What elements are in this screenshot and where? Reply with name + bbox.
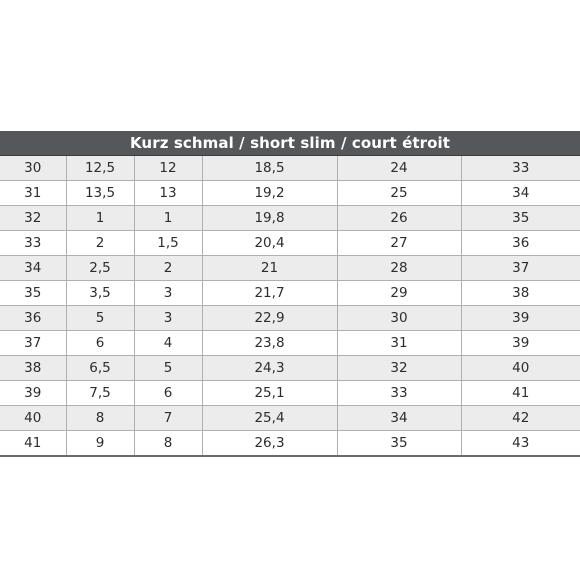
table-cell: 28 (337, 256, 461, 281)
table-cell: 36 (461, 231, 580, 256)
table-cell: 4 (134, 331, 202, 356)
table-row (0, 406, 580, 431)
table-cell: 8 (134, 431, 202, 457)
table-cell: 9 (66, 431, 134, 457)
table-cell: 35 (337, 431, 461, 457)
table-body (0, 156, 580, 457)
table-cell: 13 (134, 181, 202, 206)
table-cell: 7,5 (66, 381, 134, 406)
table-cell: 20,4 (202, 231, 337, 256)
table-cell: 33 (461, 156, 580, 181)
table-cell: 19,8 (202, 206, 337, 231)
table-cell: 25,1 (202, 381, 337, 406)
table-cell: 6 (134, 381, 202, 406)
table-cell: 34 (337, 406, 461, 431)
table-cell: 18,5 (202, 156, 337, 181)
table-cell: 37 (461, 256, 580, 281)
table-cell: 37 (0, 331, 66, 356)
table-cell: 33 (0, 231, 66, 256)
table-cell: 38 (0, 356, 66, 381)
table-cell: 19,2 (202, 181, 337, 206)
table-cell: 25,4 (202, 406, 337, 431)
table-row (0, 381, 580, 406)
table-cell: 22,9 (202, 306, 337, 331)
table-row (0, 256, 580, 281)
table-row (0, 206, 580, 231)
table-cell: 7 (134, 406, 202, 431)
table-cell: 3 (134, 281, 202, 306)
table-cell: 5 (66, 306, 134, 331)
table-cell: 2,5 (66, 256, 134, 281)
table-row (0, 181, 580, 206)
table-cell: 8 (66, 406, 134, 431)
table-cell: 6 (66, 331, 134, 356)
table-row (0, 281, 580, 306)
table-cell: 38 (461, 281, 580, 306)
table-cell: 40 (461, 356, 580, 381)
table-cell: 2 (134, 256, 202, 281)
table-row (0, 356, 580, 381)
table-row (0, 306, 580, 331)
table-row (0, 231, 580, 256)
table-cell: 24 (337, 156, 461, 181)
table-cell: 21 (202, 256, 337, 281)
table-cell: 6,5 (66, 356, 134, 381)
table-cell: 27 (337, 231, 461, 256)
table-cell: 21,7 (202, 281, 337, 306)
table-cell: 3 (134, 306, 202, 331)
table-cell: 43 (461, 431, 580, 457)
table-cell: 39 (461, 331, 580, 356)
table-cell: 41 (0, 431, 66, 457)
table-cell: 31 (337, 331, 461, 356)
table-cell: 34 (461, 181, 580, 206)
table-cell: 32 (337, 356, 461, 381)
table-cell: 41 (461, 381, 580, 406)
table-cell: 30 (0, 156, 66, 181)
table-cell: 35 (0, 281, 66, 306)
table-cell: 3,5 (66, 281, 134, 306)
table-cell: 36 (0, 306, 66, 331)
table-cell: 42 (461, 406, 580, 431)
table-cell: 40 (0, 406, 66, 431)
table-row (0, 156, 580, 181)
table-cell: 32 (0, 206, 66, 231)
size-conversion-table (0, 131, 580, 457)
table-cell: 1,5 (134, 231, 202, 256)
table-cell: 25 (337, 181, 461, 206)
table-cell: 31 (0, 181, 66, 206)
table-cell: 26,3 (202, 431, 337, 457)
table-cell: 23,8 (202, 331, 337, 356)
table-cell: 29 (337, 281, 461, 306)
table-cell: 39 (461, 306, 580, 331)
table-row (0, 331, 580, 356)
table-cell: 1 (66, 206, 134, 231)
table-cell: 5 (134, 356, 202, 381)
table-cell: 30 (337, 306, 461, 331)
table-cell: 35 (461, 206, 580, 231)
table-cell: 12 (134, 156, 202, 181)
table-cell: 13,5 (66, 181, 134, 206)
table-cell: 1 (134, 206, 202, 231)
table-title-row (0, 131, 580, 156)
table-cell: 39 (0, 381, 66, 406)
table-title: Kurz schmal / short slim / court étroit (0, 131, 580, 156)
table-row (0, 431, 580, 457)
table-cell: 34 (0, 256, 66, 281)
table-cell: 24,3 (202, 356, 337, 381)
table-cell: 2 (66, 231, 134, 256)
table-cell: 12,5 (66, 156, 134, 181)
table-cell: 33 (337, 381, 461, 406)
table-cell: 26 (337, 206, 461, 231)
